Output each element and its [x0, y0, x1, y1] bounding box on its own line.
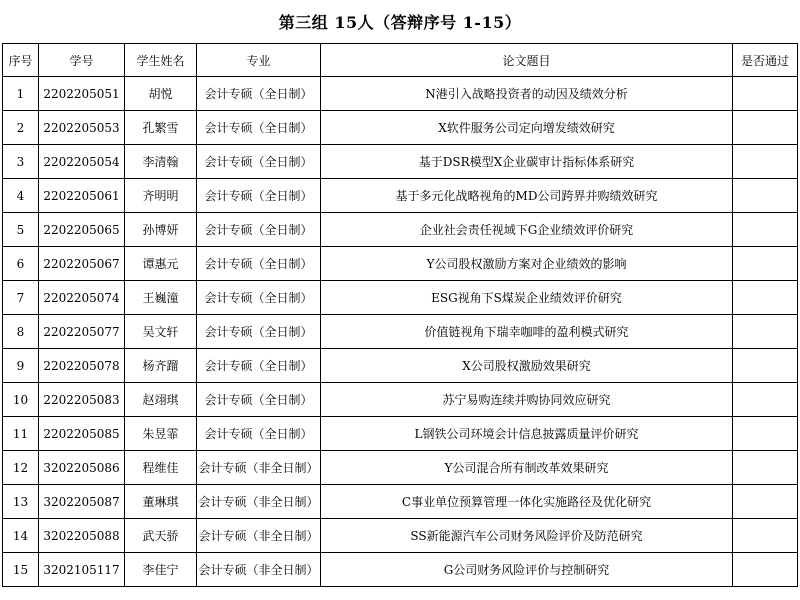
cell-seq: 8 [3, 315, 39, 349]
cell-passed [733, 179, 798, 213]
cell-seq: 11 [3, 417, 39, 451]
cell-student-name: 李佳宁 [125, 553, 197, 587]
cell-thesis-title: X软件服务公司定向增发绩效研究 [321, 111, 733, 145]
table-row [3, 77, 798, 111]
cell-thesis-title: L钢铁公司环境会计信息披露质量评价研究 [321, 417, 733, 451]
cell-thesis-title: SS新能源汽车公司财务风险评价及防范研究 [321, 519, 733, 553]
cell-student-name: 孙博妍 [125, 213, 197, 247]
header-thesis-title: 论文题目 [321, 44, 733, 77]
table-header-row [3, 44, 798, 77]
cell-thesis-title: 基于多元化战略视角的MD公司跨界并购绩效研究 [321, 179, 733, 213]
cell-student-id: 2202205074 [39, 281, 125, 315]
cell-major: 会计专硕（全日制） [197, 417, 321, 451]
cell-thesis-title: Y公司股权激励方案对企业绩效的影响 [321, 247, 733, 281]
table-row [3, 383, 798, 417]
table-row [3, 281, 798, 315]
cell-major: 会计专硕（全日制） [197, 179, 321, 213]
cell-thesis-title: 企业社会责任视域下G企业绩效评价研究 [321, 213, 733, 247]
cell-student-name: 孔繁雪 [125, 111, 197, 145]
table-body [3, 77, 798, 587]
cell-student-id: 3202205086 [39, 451, 125, 485]
cell-major: 会计专硕（全日制） [197, 111, 321, 145]
cell-major: 会计专硕（非全日制） [197, 451, 321, 485]
cell-thesis-title: X公司股权激励效果研究 [321, 349, 733, 383]
cell-student-id: 2202205077 [39, 315, 125, 349]
cell-student-id: 3202105117 [39, 553, 125, 587]
cell-major: 会计专硕（全日制） [197, 349, 321, 383]
table-row [3, 553, 798, 587]
cell-passed [733, 417, 798, 451]
cell-passed [733, 349, 798, 383]
cell-student-name: 王巍潼 [125, 281, 197, 315]
cell-passed [733, 451, 798, 485]
cell-major: 会计专硕（全日制） [197, 281, 321, 315]
cell-major: 会计专硕（全日制） [197, 247, 321, 281]
table-row [3, 519, 798, 553]
cell-student-name: 李清翰 [125, 145, 197, 179]
table-row [3, 485, 798, 519]
table-row [3, 145, 798, 179]
cell-major: 会计专硕（非全日制） [197, 519, 321, 553]
cell-seq: 15 [3, 553, 39, 587]
cell-student-id: 2202205085 [39, 417, 125, 451]
cell-major: 会计专硕（非全日制） [197, 553, 321, 587]
cell-seq: 2 [3, 111, 39, 145]
document-title: 第三组 15人（答辩序号 1-15） [278, 13, 522, 32]
table-row [3, 451, 798, 485]
cell-passed [733, 383, 798, 417]
cell-student-name: 朱昱霏 [125, 417, 197, 451]
cell-student-id: 2202205054 [39, 145, 125, 179]
table-row [3, 349, 798, 383]
cell-passed [733, 315, 798, 349]
cell-passed [733, 281, 798, 315]
cell-student-name: 董琳琪 [125, 485, 197, 519]
cell-seq: 1 [3, 77, 39, 111]
cell-student-name: 谭惠元 [125, 247, 197, 281]
cell-student-id: 2202205065 [39, 213, 125, 247]
header-seq: 序号 [3, 44, 39, 77]
cell-passed [733, 553, 798, 587]
cell-passed [733, 77, 798, 111]
cell-passed [733, 247, 798, 281]
cell-student-id: 2202205051 [39, 77, 125, 111]
cell-seq: 14 [3, 519, 39, 553]
cell-student-name: 齐明明 [125, 179, 197, 213]
cell-student-name: 武天骄 [125, 519, 197, 553]
cell-seq: 5 [3, 213, 39, 247]
cell-student-name: 赵翊琪 [125, 383, 197, 417]
cell-seq: 4 [3, 179, 39, 213]
cell-student-id: 2202205053 [39, 111, 125, 145]
cell-thesis-title: Y公司混合所有制改革效果研究 [321, 451, 733, 485]
cell-passed [733, 485, 798, 519]
cell-student-name: 程维佳 [125, 451, 197, 485]
header-passed: 是否通过 [733, 44, 798, 77]
header-student-name: 学生姓名 [125, 44, 197, 77]
table-row [3, 179, 798, 213]
cell-thesis-title: G公司财务风险评价与控制研究 [321, 553, 733, 587]
cell-student-id: 3202205088 [39, 519, 125, 553]
cell-student-name: 胡悦 [125, 77, 197, 111]
cell-thesis-title: 价值链视角下瑞幸咖啡的盈利模式研究 [321, 315, 733, 349]
cell-major: 会计专硕（全日制） [197, 145, 321, 179]
cell-seq: 12 [3, 451, 39, 485]
cell-major: 会计专硕（全日制） [197, 213, 321, 247]
cell-passed [733, 111, 798, 145]
cell-major: 会计专硕（全日制） [197, 315, 321, 349]
cell-thesis-title: 基于DSR模型X企业碳审计指标体系研究 [321, 145, 733, 179]
table-row [3, 247, 798, 281]
cell-student-id: 2202205067 [39, 247, 125, 281]
cell-student-id: 2202205061 [39, 179, 125, 213]
header-student-id: 学号 [39, 44, 125, 77]
cell-seq: 6 [3, 247, 39, 281]
cell-seq: 7 [3, 281, 39, 315]
cell-thesis-title: N港引入战略投资者的动因及绩效分析 [321, 77, 733, 111]
cell-seq: 3 [3, 145, 39, 179]
cell-major: 会计专硕（非全日制） [197, 485, 321, 519]
table-row [3, 213, 798, 247]
cell-seq: 10 [3, 383, 39, 417]
cell-student-id: 2202205078 [39, 349, 125, 383]
cell-major: 会计专硕（全日制） [197, 77, 321, 111]
cell-seq: 9 [3, 349, 39, 383]
cell-passed [733, 213, 798, 247]
table-row [3, 417, 798, 451]
cell-seq: 13 [3, 485, 39, 519]
cell-passed [733, 145, 798, 179]
cell-passed [733, 519, 798, 553]
cell-student-name: 吴文轩 [125, 315, 197, 349]
table-row [3, 315, 798, 349]
cell-student-id: 2202205083 [39, 383, 125, 417]
cell-student-id: 3202205087 [39, 485, 125, 519]
table-row [3, 111, 798, 145]
cell-major: 会计专硕（全日制） [197, 383, 321, 417]
cell-thesis-title: C事业单位预算管理一体化实施路径及优化研究 [321, 485, 733, 519]
header-major: 专业 [197, 44, 321, 77]
cell-thesis-title: 苏宁易购连续并购协同效应研究 [321, 383, 733, 417]
cell-thesis-title: ESG视角下S煤炭企业绩效评价研究 [321, 281, 733, 315]
defense-roster-table [2, 43, 798, 587]
cell-student-name: 杨齐蹓 [125, 349, 197, 383]
